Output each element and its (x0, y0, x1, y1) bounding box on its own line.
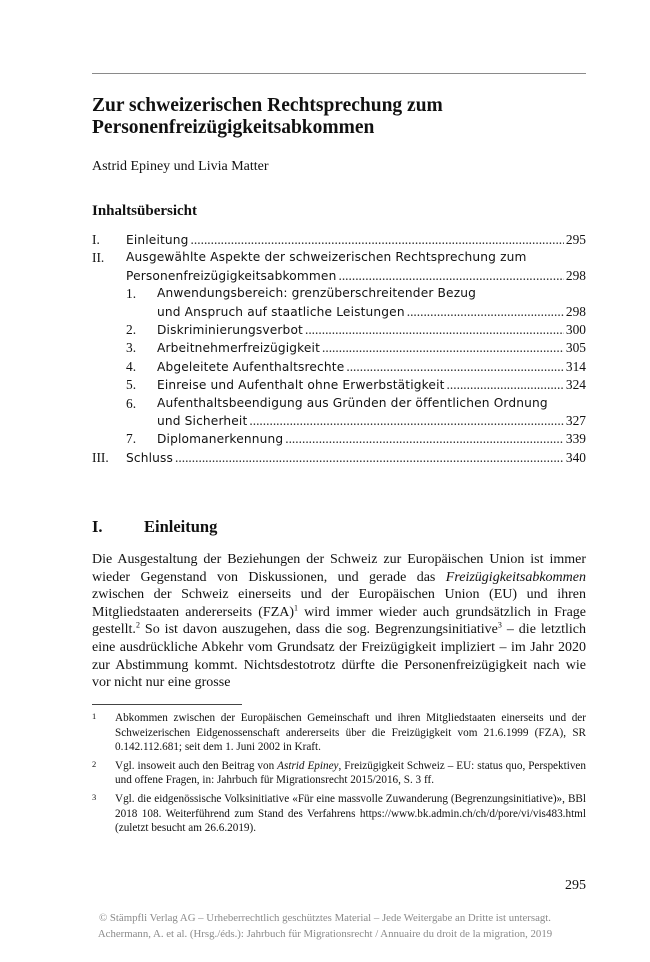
toc-entry[interactable] (92, 321, 586, 339)
footnote (92, 759, 586, 788)
footnote-text: Abkommen zwischen der Europäischen Gemeinschaft und ihren Mitgliedstaaten einerseits und der Schweizerischen Eidgenossenschaft andererseits über die Freizügigkeit vom 21.6.1999 (FZA), SR 0.142.112.681; seit dem 1. Juni 2002 in Kraft. (115, 712, 586, 754)
copyright-line-1: © Stämpfli Verlag AG – Urheberrechtlich geschütztes Material – Jede Weitergabe an Dritte ist untersagt. (99, 912, 551, 924)
toc-entry-text: Diskriminierungsverbot (157, 323, 303, 338)
footnote (92, 711, 586, 755)
table-of-contents (92, 231, 586, 467)
footnote-rule (92, 704, 242, 705)
emphasis: Freizügigkeitsabkommen (445, 569, 586, 585)
toc-entry-page: 305 (565, 340, 586, 356)
footnote-ref[interactable]: 2 (135, 620, 140, 630)
toc-entry-text: Ausgewählte Aspekte der schweizerischen Rechtsprechung zum (126, 250, 527, 265)
toc-entry-page: 298 (565, 267, 586, 283)
toc-entry-text: Abgeleitete Aufenthaltsrechte (157, 359, 345, 374)
toc-entry-number: 3. (126, 340, 137, 356)
toc-entry-number: I. (92, 232, 100, 247)
toc-entry-number: 7. (126, 431, 137, 447)
toc-entry-page: 327 (565, 413, 586, 429)
toc-entry[interactable] (92, 285, 586, 321)
toc-entry-number: 2. (126, 322, 137, 338)
toc-entry-page: 300 (565, 322, 586, 338)
title-line-2: Personenfreizügigkeitsabkommen (92, 117, 375, 138)
footnote-text: Vgl. die eidgenössische Volksinitiative «Für eine massvolle Zuwanderung (Begrenzungsinitiative)», BBl 2018 108. Weiterführend zum Stand des Verfahrens https://www.bk.admin.ch/ch/d/pore/vi/vis483.html (zuletzt besucht am 26.6.2019). (115, 792, 586, 835)
toc-entry-text: Schluss (126, 450, 174, 465)
toc-entry-text: Einreise und Aufenthalt ohne Erwerbstätigkeit (157, 378, 445, 393)
footnote-ref[interactable]: 1 (294, 603, 299, 613)
footnote-number: 2 (92, 758, 97, 769)
toc-entry-number: 1. (126, 286, 137, 302)
toc-entry[interactable] (92, 249, 586, 285)
copyright-line-2: Achermann, A. et al. (Hrsg./éds.): Jahrbuch für Migrationsrecht / Annuaire du droit de la migration, 2019 (97, 928, 553, 940)
toc-entry-text: Diplomanerkennung (157, 432, 284, 447)
footnote-number: 3 (92, 791, 97, 802)
section-title: Einleitung (144, 517, 218, 536)
toc-entry-text: Einleitung (126, 233, 189, 247)
toc-entry[interactable] (92, 395, 586, 431)
toc-entry-text: und Anspruch auf staatliche Leistungen (157, 304, 405, 319)
toc-entry-page: 339 (565, 431, 586, 447)
toc-entry-text: Aufenthaltsbeendigung aus Gründen der öffentlichen Ordnung (157, 395, 548, 410)
toc-entry-page: 340 (565, 449, 586, 465)
toc-entry-page: 314 (565, 358, 586, 374)
toc-entry-page: 324 (565, 377, 586, 393)
toc-entry-text: Anwendungsbereich: grenzüberschreitender Bezug (157, 286, 476, 301)
toc-entry[interactable] (92, 358, 586, 376)
section-number: I. (92, 517, 103, 536)
toc-entry[interactable] (92, 449, 586, 467)
title-line-1: Zur schweizerischen Rechtsprechung zum (92, 95, 443, 116)
top-rule (92, 73, 586, 74)
toc-entry-text: und Sicherheit (157, 414, 248, 429)
toc-entry-number: 5. (126, 377, 137, 393)
toc-entry-number: 6. (126, 395, 137, 411)
footnote-ref[interactable]: 3 (497, 620, 502, 630)
toc-entry[interactable] (92, 231, 586, 249)
toc-entry-text: Arbeitnehmerfreizügigkeit (157, 341, 321, 356)
footnotes (92, 711, 586, 840)
footnote (92, 792, 586, 836)
toc-entry-page: 295 (565, 232, 586, 247)
toc-heading: Inhaltsübersicht (92, 203, 198, 219)
page-number: 295 (565, 878, 586, 893)
toc-entry[interactable] (92, 430, 586, 448)
article-authors: Astrid Epiney und Livia Matter (92, 159, 269, 174)
footnote-text: Vgl. insoweit auch den Beitrag von Astrid Epiney, Freizügigkeit Schweiz – EU: status quo, Perspektiven und offene Fragen, in: Jahrbuch für Migrationsrecht 2015/2016, S. 3 ff. (115, 759, 586, 787)
footnote-number: 1 (92, 711, 97, 721)
toc-entry[interactable] (92, 339, 586, 357)
toc-entry-text: Personenfreizügigkeitsabkommen (126, 268, 337, 283)
copyright-notice (12, 910, 638, 942)
toc-entry-number: III. (92, 449, 109, 465)
article-title (92, 95, 586, 139)
toc-entry[interactable] (92, 376, 586, 394)
toc-entry-page: 298 (565, 303, 586, 319)
toc-entry-number: II. (92, 250, 105, 266)
toc-entry-number: 4. (126, 358, 137, 374)
body-paragraph: Die Ausgestaltung der Beziehungen der Schweiz zur Europäischen Union ist immer wieder Gegenstand von Diskussionen, und gerade das Freizügigkeitsabkommen zwischen der Schweiz einerseits und der Europäischen Union (EU) und ihren Mitgliedstaaten andererseits (FZA)$^1$ wird immer wieder auch grundsätzlich in Frage gestellt.$^2$ So ist davon auszugehen, dass die sog. Begrenzungsinitiative$^3$ – die letztlich eine ausdrückliche Abkehr vom Grundsatz der Freizügigkeit impliziert – im Jahr 2020 zur Abstimmung kommt. Nichtsdestotrotz dürfte die Personenfreizügigkeit nach wie vor nicht nur eine grosse (92, 552, 586, 691)
